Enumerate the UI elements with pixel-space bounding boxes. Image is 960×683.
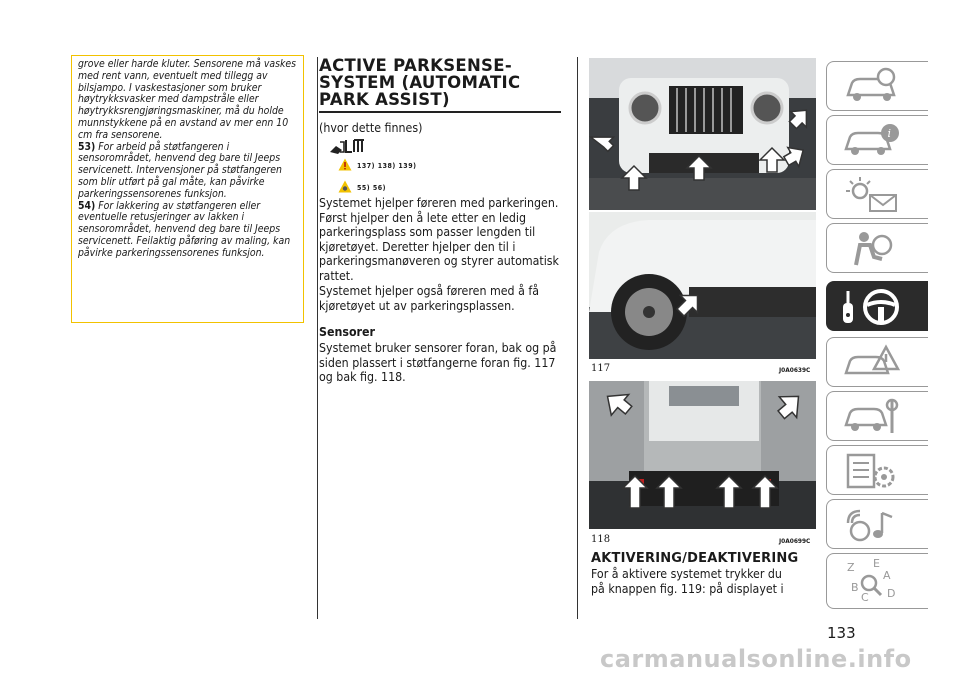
heading-underline [319,111,561,113]
intro-paragraph: Systemet hjelper føreren med parkeringen. Først hjelper den å lete etter en ledig parkeringsplass som passer lengden til kjøretøyet. Deretter hjelper den til i parkeringsmanøveren og styrer automatisk rattet. [319,196,559,283]
tab-starting-driving[interactable] [826,281,928,331]
note-53-text: For arbeid på støtfangeren i sensorområdet, henvend deg bare til Jeeps servicenett. Intervensjoner på støtfangeren som blir utført på gal måte, kan påvirke parkeringssensorenes funksjon. [78,140,282,200]
svg-text:B: B [851,581,859,594]
tab-warning-lights[interactable] [826,169,928,219]
multimedia-icon [842,505,902,545]
dashboard-car-icon [842,67,902,107]
svg-text:i: i [887,127,892,140]
rear-view-photo [589,381,816,529]
section-heading: ACTIVE PARKSENSE- SYSTEM (AUTOMATIC PARK ASSIST) [319,56,521,109]
side-view-photo [589,212,816,359]
tab-dashboard[interactable] [826,61,928,111]
note-54-text: For lakkering av støtfangeren eller eventuelle retusjeringer av lakken i sensorområdet, henvend deg bare til Jeeps servicenett. Feilaktig påføring av maling, kan påvirke parkeringssensorenes funksjon. [78,199,291,259]
sensors-paragraph: Systemet bruker sensorer foran, bak og på siden plassert i støtfangerne foran fig. 117 og bak fig. 118. [319,341,557,385]
tab-safety[interactable] [826,223,928,273]
sensors-subheading: Sensorer [319,325,375,339]
optional-equipment-icon [328,138,368,156]
watermark: carmanualsonline.info [600,645,912,673]
car-info-icon [842,121,902,161]
warning-light-message-icon [842,175,902,215]
svg-text:D: D [887,587,896,600]
figure-117-code: J0A0639C [779,366,811,374]
tab-technical-data[interactable] [826,445,928,495]
exit-paragraph: Systemet hjelper også føreren med å få kjøretøyet ut av parkeringsplassen. [319,284,540,313]
warning-triangle-icon [338,158,352,171]
safety-notes-box [71,55,304,323]
tab-car-info[interactable] [826,115,928,165]
car-service-icon [842,397,902,437]
notes-intro: grove eller harde kluter. Sensorene må vaskes med rent vann, eventuelt med tillegg av bilsjampo. I vaskestasjoner som bruker høytrykksvasker med dampstråle eller høytrykksrengjøringsmaskiner, må du holde munnstykkene på en avstand av mer enn 10 cm fra sensorene. [78,58,296,141]
activation-heading: AKTIVERING/DEAKTIVERING [591,551,799,566]
tab-emergency[interactable] [826,337,928,387]
warning-references: 137) 138) 139) [357,162,417,170]
svg-text:A: A [883,569,891,582]
availability-note: (hvor dette finnes) [319,121,423,135]
column-divider-right [577,57,578,619]
svg-text:E: E [873,557,880,570]
tab-index[interactable] [826,553,928,609]
note-54-number: 54) [78,199,96,212]
alphabetical-index-icon [837,557,907,607]
activation-paragraph: For å aktivere systemet trykker du på knappen fig. 119: på displayet i [591,567,784,596]
note-53 [78,142,297,201]
figure-118-code: J0A0699C [779,537,811,545]
tab-service[interactable] [826,391,928,441]
note-54 [78,201,297,260]
key-steering-wheel-icon [837,285,907,329]
tab-multimedia[interactable] [826,499,928,549]
column-divider-left [317,57,318,619]
technical-data-icon [842,451,902,491]
caution-references: 55) 56) [357,184,386,192]
emergency-breakdown-icon [842,343,902,383]
note-53-number: 53) [78,140,96,153]
front-view-photo [589,58,816,210]
safety-airbag-icon [842,229,902,269]
svg-text:Z: Z [847,561,855,574]
svg-text:C: C [861,591,869,604]
page-number: 133 [827,624,856,642]
figure-118-number: 118 [591,534,611,545]
figure-117-number: 117 [591,363,611,374]
caution-triangle-icon [338,180,352,193]
